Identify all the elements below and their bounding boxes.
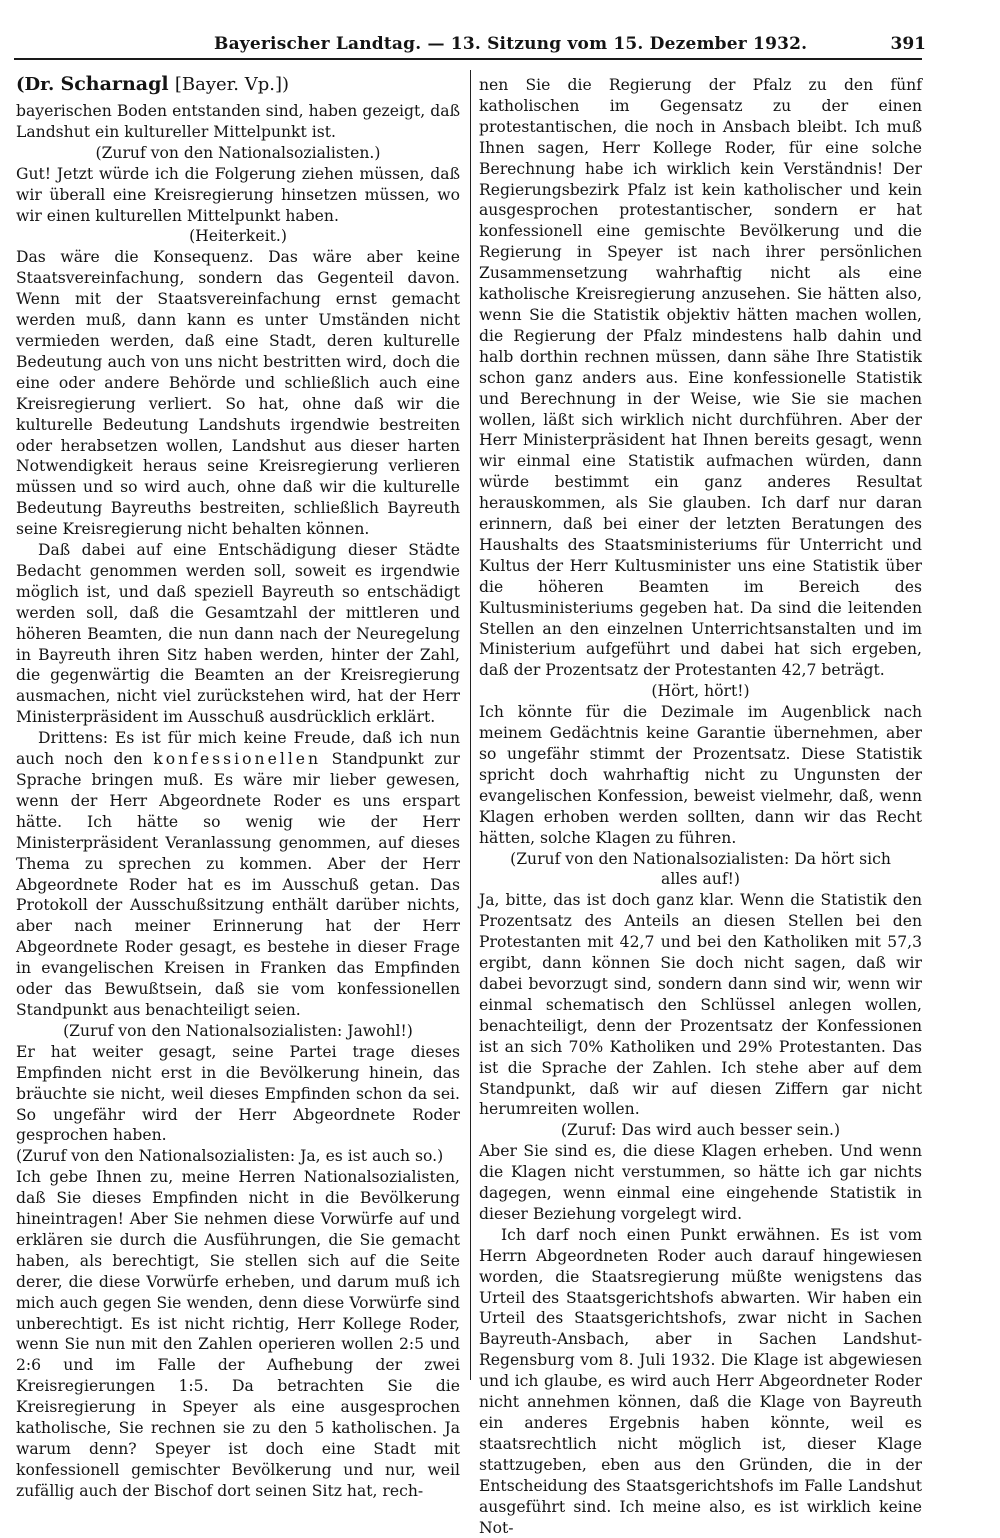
paragraph: bayerischen Boden entstanden sind, haben gezeigt, daß Landshut ein kultureller Mittelpunkt ist. [16, 102, 460, 141]
paragraph: Er hat weiter gesagt, seine Partei trage dieses Empfinden nicht erst in die Bevölkerung hinein, das bräuchte sie nicht, weil dieses Empfinden schon da sei. So ungefähr wird der Herr Abgeordnete Roder gesprochen haben. [16, 1042, 460, 1145]
speaker-party: [Bayer. Vp.]) [174, 74, 290, 95]
running-header [14, 34, 926, 60]
emphasized-word: konfessionellen [153, 750, 322, 769]
speaker-prefix: (Dr. [16, 74, 55, 95]
interjection: alles auf!) [661, 870, 740, 889]
page-number: 391 [890, 34, 926, 54]
right-column [479, 75, 922, 1538]
paragraph: Aber Sie sind es, die diese Klagen erheben. Und wenn die Klagen nicht verstummen, so hätte ich gar nichts dagegen, wenn einmal eine eingehende Statistik in dieser Beziehung vorgelegt wird. [479, 1142, 922, 1223]
interjection: (Zuruf von den Nationalsozialisten: Jawohl!) [63, 1021, 413, 1040]
paragraph: Ich darf noch einen Punkt erwähnen. Es ist vom Herrn Abgeordneten Roder auch darauf hingewiesen worden, die Staatsregierung müßte wenigstens das Urteil des Staatsgerichtshofs abwarten. Wir haben ein Urteil des Staatsgerichtshofs, zwar nicht in Sachen Bayreuth-Ansbach, aber in Sachen Landshut-Regensburg vom 8. Juli 1932. Die Klage ist abgewiesen und ich glaube, es wird auch Herr Abgeordneter Roder nicht annehmen können, daß die Klage von Bayreuth ein anderes Ergebnis haben könnte, weil es staatsrechtlich nicht möglich ist, dieser Klage stattzugeben, eben aus den Gründen, die in der Entscheidung des Staatsgerichtshofs im Falle Landshut ausgeführt sind. Ich meine also, es ist wirklich keine Not- [479, 1225, 922, 1537]
running-title: Bayerischer Landtag. — 13. Sitzung vom 15. Dezember 1932. [214, 34, 808, 54]
paragraph-text: Drittens: Es ist für mich keine Freude, daß ich nun auch noch den [16, 729, 460, 769]
paragraph: Ich gebe Ihnen zu, meine Herren Nationalsozialisten, daß Sie dieses Empfinden nicht in die Bevölkerung hineintragen! Aber Sie nehmen diese Vorwürfe auf und erklären sie durch die Ausführungen, die Sie gemacht haben, als berechtigt, Sie stellen sich auf die Seite derer, die diese Vorwürfe erheben, und darum muß ich mich auch gegen Sie wenden, denn diese Vorwürfe sind unberechtigt. Es ist nicht richtig, Herr Kollege Roder, wenn Sie nun mit den Zahlen operieren wollen 2:5 und 2:6 und im Falle der Aufhebung der zwei Kreisregierungen 1:5. Da betrachten Sie die Kreisregierung in Speyer als eine ausgesprochen katholische, Sie rechnen sie zu den 5 katholischen. Ja warum denn? Speyer ist doch eine Stadt mit konfessionell gemischter Bevölkerung und nur, weil zufällig auch der Bischof dort seinen Sitz hat, rech- [16, 1168, 460, 1500]
interjection: (Zuruf von den Nationalsozialisten: Da hört sich [510, 849, 891, 868]
left-column [16, 72, 460, 1502]
interjection: (Zuruf von den Nationalsozialisten: Ja, es ist auch so.) [16, 1147, 444, 1166]
speaker-heading [16, 72, 460, 97]
paragraph: Daß dabei auf eine Entschädigung dieser Städte Bedacht genommen werden soll, soweit es irgendwie möglich ist, und daß speziell Bayreuth so entschädigt werden soll, daß die Gesamtzahl der mittleren und höheren Beamten, die nun dann nach der Neuregelung in Bayreuth ihren Sitz haben werden, hinter der Zahl, die gegenwärtig die Beamten an der Kreisregierung ausmachen, nicht viel zurückstehen wird, hat der Herr Ministerpräsident im Ausschuß ausdrücklich erklärt. [16, 541, 460, 727]
speaker-name: Scharnagl [60, 73, 169, 95]
paragraph: nen Sie die Regierung der Pfalz zu den fünf katholischen im Gegensatz zu der einen protestantischen, die noch in Ansbach bleibt. Ich muß Ihnen sagen, Herr Kollege Roder, für eine solche Berechnung habe ich wirklich kein Verständnis! Der Regierungsbezirk Pfalz ist kein katholischer und kein ausgesprochen protestantischer, sondern er hat konfessionell eine gemischte Bevölkerung und die Regierung in Speyer ist nach ihrer persönlichen Zusammensetzung wahrhaftig nicht als eine katholische Kreisregierung anzusehen. Sie hätten also, wenn Sie die Statistik objektiv hätten machen wollen, die Regierung der Pfalz mindestens halb dahin und halb dorthin rechnen müssen, dann sähe Ihre Statistik schon ganz anders aus. Eine konfessionelle Statistik und Berechnung in der Weise, wie Sie sie machen wollen, läßt sich wirklich nicht durchführen. Aber der Herr Ministerpräsident hat Ihnen bereits gesagt, wenn wir einmal eine Statistik aufmachen würden, dann würde bestimmt ein ganz anderes Resultat herauskommen, als Sie glauben. Ich darf nur daran erinnern, daß bei einer der letzten Beratungen des Haushalts des Staatsministeriums für Unterricht und Kultus der Herr Kultusminister uns eine Statistik über die höheren Beamten im Bereich des Kultusministeriums gegeben hat. Da sind die leitenden Stellen an den einzelnen Unterrichtsanstalten und im Ministerium aufgeführt und dabei hat sich ergeben, daß der Prozentsatz der Protestanten 42,7 beträgt. [479, 76, 922, 680]
paragraph-text: Standpunkt zur Sprache bringen muß. Es wäre mir lieber gewesen, wenn der Herr Abgeordnete Roder es uns erspart hätte. Ich hätte so wenig wie der Herr Ministerpräsident Veranlassung genommen, auf dieses Thema zu sprechen zu kommen. Aber der Herr Abgeordnete Roder hat es im Ausschuß getan. Das Protokoll der Ausschußsitzung enthält darüber nichts, aber nach meiner Erinnerung hat der Herr Abgeordnete Roder gesagt, es bestehe in dieser Frage in evangelischen Kreisen in Franken das Empfinden oder das Bewußtsein, daß sie vom konfessionellen Standpunkt aus benachteiligt seien. [16, 750, 460, 1019]
paragraph: Ich könnte für die Dezimale im Augenblick nach meinem Gedächtnis keine Garantie übernehmen, aber so ungefähr stimmt der Prozentsatz. Diese Statistik spricht doch wahrhaftig nicht zu Ungunsten der evangelischen Konfession, beweist vielmehr, daß, wenn Klagen erhoben werden sollten, dann wir das Recht hätten, solche Klagen zu führen. [479, 703, 922, 847]
paragraph [16, 728, 460, 1021]
interjection: (Zuruf: Das wird auch besser sein.) [560, 1121, 841, 1140]
interjection: (Zuruf von den Nationalsozialisten.) [95, 143, 381, 162]
column-divider [470, 70, 471, 1380]
paragraph: Gut! Jetzt würde ich die Folgerung ziehen müssen, daß wir überall eine Kreisregierung hinsetzen müssen, wo wir einen kulturellen Mittelpunkt haben. [16, 164, 460, 225]
paragraph: Ja, bitte, das ist doch ganz klar. Wenn die Statistik den Prozentsatz des Anteils an diesen Stellen bei den Protestanten mit 42,7 und bei den Katholiken mit 57,3 ergibt, dann können Sie doch nicht sagen, daß wir dabei bevorzugt sind, sondern dann sind wir, wenn wir einmal schematisch den Schlüssel anlegen wollen, benachteiligt, denn der Prozentsatz der Konfessionen ist an sich 70% Katholiken und 29% Protestanten. Das ist die Sprache der Zahlen. Ich stehe aber auf dem Standpunkt, daß wir auf diesen Ziffern gar nicht herumreiten wollen. [479, 891, 922, 1119]
interjection: (Hört, hört!) [651, 682, 750, 701]
paragraph: Das wäre die Konsequenz. Das wäre aber keine Staatsvereinfachung, sondern das Gegenteil davon. Wenn mit der Staatsvereinfachung ernst gemacht werden muß, dann kann es unter Umständen nicht vermieden werden, daß eine Stadt, deren kulturelle Bedeutung auch von uns nicht bestritten wird, doch die eine oder andere Behörde und schließlich auch eine Kreisregierung verliert. So hat, ohne daß wir die kulturelle Bedeutung Landshuts irgendwie bestreiten oder herabsetzen wollen, Landshut aus dieser harten Notwendigkeit heraus seine Kreisregierung verlieren müssen und so wird auch, ohne daß wir die kulturelle Bedeutung Bayreuths bestreiten, schließlich Bayreuth seine Kreisregierung nicht behalten können. [16, 248, 460, 539]
interjection: (Heiterkeit.) [189, 227, 287, 246]
